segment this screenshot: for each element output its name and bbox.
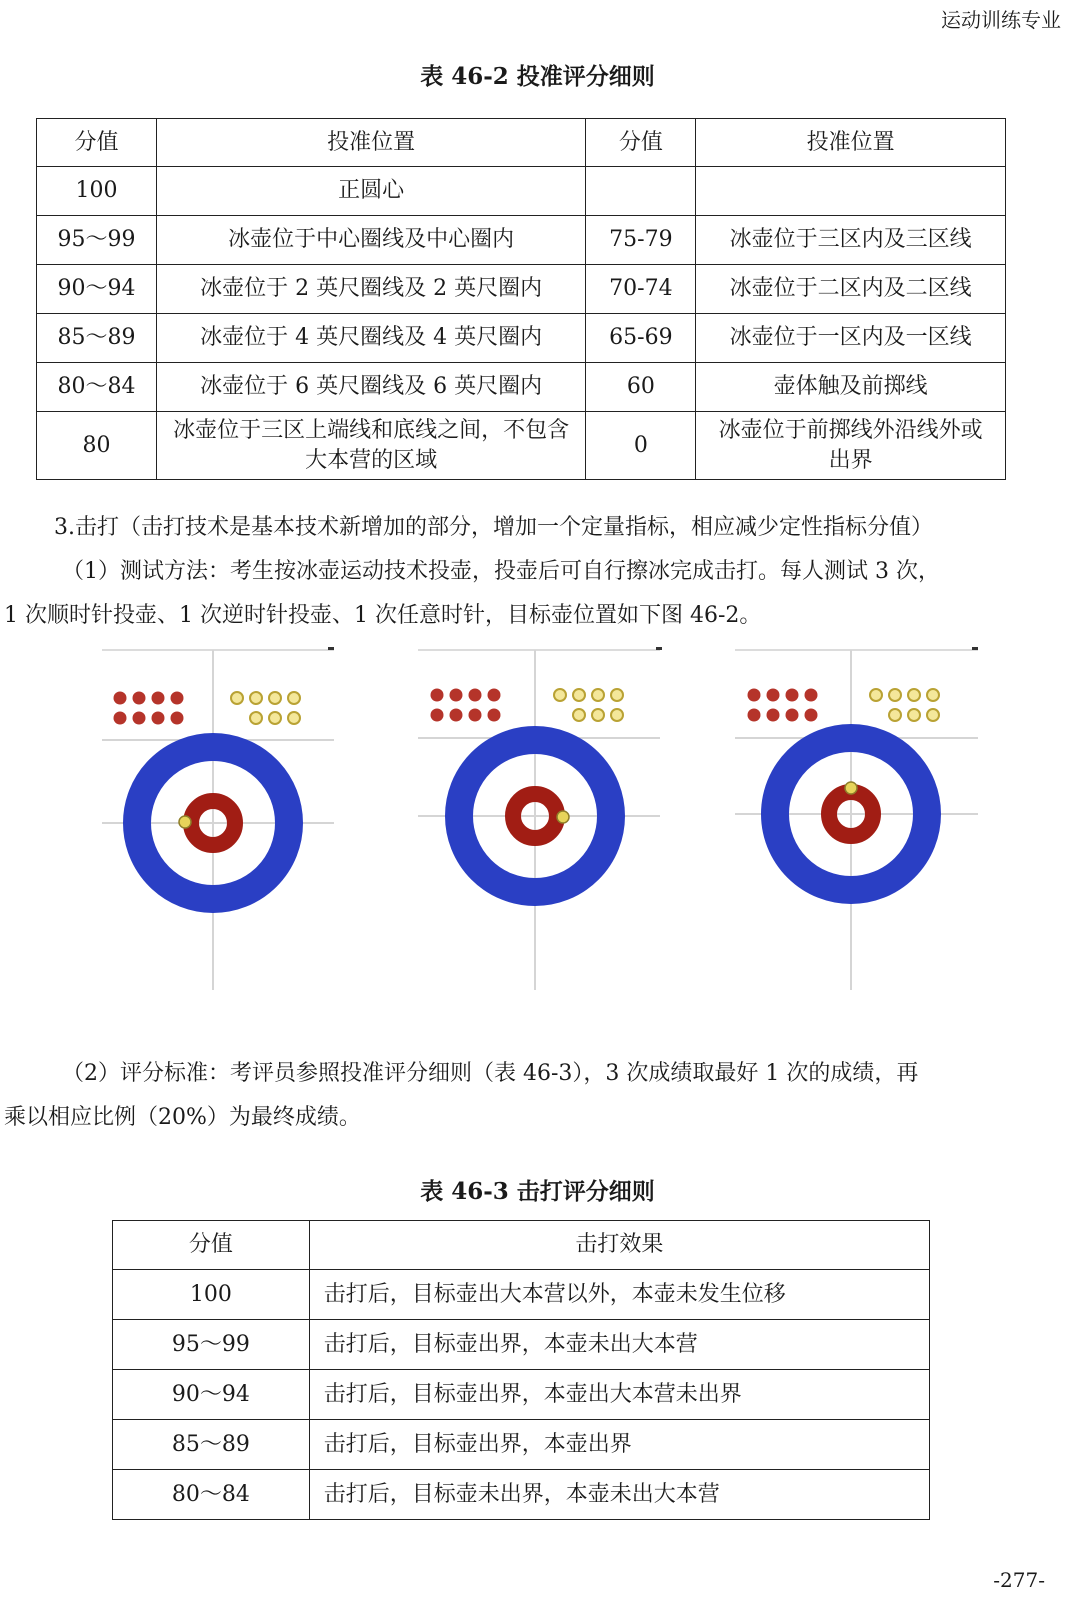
page-number: -277- [993,1568,1045,1592]
table-cell: 冰壶位于 4 英尺圈线及 4 英尺圈内 [156,314,586,363]
table-cell [696,167,1006,216]
table-cell: 冰壶位于一区内及一区线 [696,314,1006,363]
table-row [113,1370,930,1420]
table-row [37,265,1006,314]
table-cell: 壶体触及前掷线 [696,363,1006,412]
table-row [113,1420,930,1470]
table-header-row [37,119,1006,167]
table-cell: 95～99 [113,1320,310,1370]
header-cell: 投准位置 [156,119,586,167]
table-cell: 100 [113,1270,310,1320]
table-row [37,167,1006,216]
table-cell: 95～99 [37,216,157,265]
test-method-line1: （1）测试方法：考生按冰壶运动技术投壶，投壶后可自行擦冰完成击打。每人测试 3 次， [62,559,940,584]
scoring-standard-line2: 乘以相应比例（20%）为最终成绩。 [4,1105,361,1130]
hit-scoring-table [112,1220,930,1520]
header-cell: 投准位置 [696,119,1006,167]
table-cell: 冰壶位于 2 英尺圈线及 2 英尺圈内 [156,265,586,314]
table-cell: 击打后，目标壶出界，本壶出大本营未出界 [309,1370,929,1420]
table-row [113,1270,930,1320]
header-cell: 分值 [113,1221,310,1270]
table-cell: 击打后，目标壶出大本营以外，本壶未发生位移 [309,1270,929,1320]
table-cell: 冰壶位于前掷线外沿线外或出界 [696,412,1006,480]
table1-caption: 表 46-2 投准评分细则 [420,63,655,90]
table-cell: 击打后，目标壶出界，本壶未出大本营 [309,1320,929,1370]
table2-caption: 表 46-3 击打评分细则 [420,1178,655,1205]
header-cell: 分值 [586,119,696,167]
target-stone-figure [0,640,1075,1020]
table-row [113,1470,930,1520]
table-cell: 击打后，目标壶未出界，本壶未出大本营 [309,1470,929,1520]
table-cell: 100 [37,167,157,216]
table-row [37,314,1006,363]
table-cell: 正圆心 [156,167,586,216]
table-cell [586,167,696,216]
scoring-standard-line1: （2）评分标准：考评员参照投准评分细则（表 46-3），3 次成绩取最好 1 次的成绩，再 [62,1061,919,1086]
table-cell: 冰壶位于三区内及三区线 [696,216,1006,265]
test-method-line2: 1 次顺时针投壶、1 次逆时针投壶、1 次任意时针，目标壶位置如下图 46-2。 [4,603,762,628]
aim-scoring-table [36,118,1006,480]
table-row [37,412,1006,480]
section3-title: 3.击打（击打技术是基本技术新增加的部分，增加一个定量指标，相应减少定性指标分值） [54,515,933,540]
house-diagram-2 [418,647,662,990]
table-cell: 0 [586,412,696,480]
table-cell: 65-69 [586,314,696,363]
house-diagram-1 [102,647,334,990]
running-header: 运动训练专业 [941,8,1061,32]
table-header-row [113,1221,930,1270]
table-cell: 冰壶位于二区内及二区线 [696,265,1006,314]
header-cell: 分值 [37,119,157,167]
table-cell: 80～84 [113,1470,310,1520]
table-cell: 60 [586,363,696,412]
table-cell: 80～84 [37,363,157,412]
table-cell: 90～94 [37,265,157,314]
table-cell: 击打后，目标壶出界，本壶出界 [309,1420,929,1470]
table-cell: 冰壶位于中心圈线及中心圈内 [156,216,586,265]
table-row [37,363,1006,412]
header-cell: 击打效果 [309,1221,929,1270]
table-cell: 70-74 [586,265,696,314]
house-diagram-3 [735,647,978,990]
table-cell: 75-79 [586,216,696,265]
table-cell: 冰壶位于三区上端线和底线之间，不包含大本营的区域 [156,412,586,480]
table-cell: 85～89 [113,1420,310,1470]
table-cell: 90～94 [113,1370,310,1420]
table-row [37,216,1006,265]
table-cell: 80 [37,412,157,480]
table-row [113,1320,930,1370]
table-cell: 85～89 [37,314,157,363]
table-cell: 冰壶位于 6 英尺圈线及 6 英尺圈内 [156,363,586,412]
